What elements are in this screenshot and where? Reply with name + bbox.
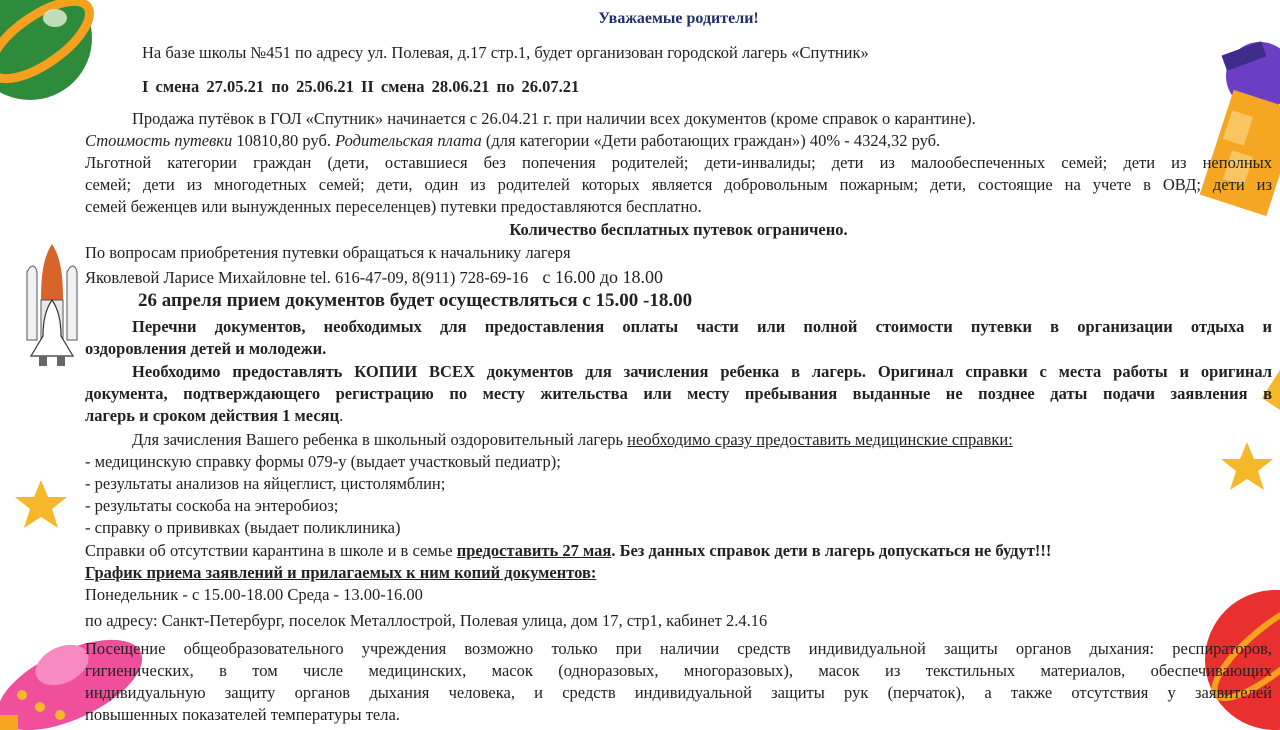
star-icon (1218, 440, 1276, 492)
parent-fee-label: Родительская плата (335, 131, 482, 150)
medical-item: - результаты анализов на яйцеглист, цистолямблин; (85, 474, 446, 493)
medical-intro-underlined: необходимо сразу предоставить медицинские справки: (627, 430, 1013, 449)
copies-line: Необходимо предоставлять КОПИИ ВСЕХ документов для зачисления ребенка в лагерь. Оригинал справки с места работы и оригинал (132, 362, 1272, 381)
ppe-line: индивидуальную защиту органов дыхания человека, и средств индивидуальной защиты рук (перчаток), а также отсутствия у заявителей (85, 683, 1272, 702)
star-icon (12, 478, 70, 530)
page-title: Уважаемые родители! (598, 10, 759, 27)
shifts-text: I смена 27.05.21 по 25.06.21 II смена 28.06.21 по 26.07.21 (142, 77, 580, 96)
contact-hours: с 16.00 до 18.00 (542, 267, 664, 287)
privileged-line: Льготной категории граждан (дети, оставшиеся без попечения родителей; дети-инвалиды; дети из малообеспеченных семей; дети из неполных (85, 153, 1272, 172)
medical-intro: Для зачисления Вашего ребенка в школьный оздоровительный лагерь (132, 430, 624, 449)
contact-name-line (85, 266, 663, 289)
contact-name: Яковлевой Ларисе Михайловне tel. 616-47-09, 8(911) 728-69-16 (85, 268, 529, 287)
ppe-line: гигиенических, в том числе медицинских, масок (одноразовых, многоразовых), масок из текстильных материалов, обеспечивающих (85, 661, 1272, 680)
privileged-line: семей; дети из многодетных семей; дети, один из родителей которых является добровольным пожарным; дети, состоящие на учете в ОВД; дети из (85, 175, 1272, 194)
contact-line: По вопросам приобретения путевки обращаться к начальнику лагеря (85, 243, 571, 262)
ppe-line: Посещение общеобразовательного учреждения возможно только при наличии средств индивидуальной защиты органов дыхания: респираторов, (85, 639, 1272, 658)
sale-text: Продажа путёвок в ГОЛ «Спутник» начинается с 26.04.21 г. при наличии всех документов (кроме справок о карантине). (132, 109, 976, 128)
cost-label: Стоимость путевки (85, 131, 233, 150)
medical-intro-line (132, 429, 1013, 451)
cost-value: 10810,80 руб. (236, 131, 331, 150)
privileged-line: семей беженцев или вынужденных переселенцев) путевки предоставляются бесплатно. (85, 197, 702, 216)
intro-text: На базе школы №451 по адресу ул. Полевая, д.17 стр.1, будет организован городской лагерь «Спутник» (142, 43, 869, 62)
schedule-days: Понедельник - с 15.00-18.00 Среда - 13.00-16.00 (85, 585, 423, 604)
copies-line: документа, подтверждающего регистрацию по месту жительства или месту пребывания выданные не позднее даты подачи заявления в (85, 384, 1272, 403)
cost-line (85, 130, 940, 152)
quarantine-deadline: предоставить 27 мая (456, 541, 612, 560)
parent-fee-value: (для категории «Дети работающих граждан») 40% - 4324,32 руб. (485, 131, 941, 150)
ppe-line: повышенных показателей температуры тела. (85, 705, 400, 724)
copies-line: лагерь и сроком действия 1 месяц (85, 406, 340, 425)
reception-notice: 26 апреля прием документов будет осуществляться с 15.00 -18.00 (138, 290, 693, 311)
limited-notice: Количество бесплатных путевок ограничено. (509, 220, 848, 239)
medical-item: - результаты соскоба на энтеробиоз; (85, 496, 339, 515)
quarantine-text: Справки об отсутствии карантина в школе и в семье (85, 541, 453, 560)
rocket-icon (15, 240, 90, 375)
schedule-heading: График приема заявлений и прилагаемых к ним копий документов: (85, 563, 597, 582)
medical-item: - медицинскую справку формы 079-у (выдает участковый педиатр); (85, 452, 561, 471)
quarantine-warning: . Без данных справок дети в лагерь допускаться не будут!!! (611, 541, 1052, 560)
medical-item: - справку о прививках (выдает поликлиника) (85, 518, 401, 537)
copies-line-wrap: лагерь и сроком действия 1 месяц. (85, 406, 344, 425)
docs-list-line: оздоровления детей и молодежи. (85, 339, 327, 358)
schedule-address: по адресу: Санкт-Петербург, поселок Металлострой, Полевая улица, дом 17, стр1, кабинет 2.4.16 (85, 611, 768, 630)
docs-list-line: Перечни документов, необходимых для предоставления оплаты части или полной стоимости путевки в организации отдыха и (132, 317, 1272, 336)
quarantine-line (85, 540, 1051, 562)
